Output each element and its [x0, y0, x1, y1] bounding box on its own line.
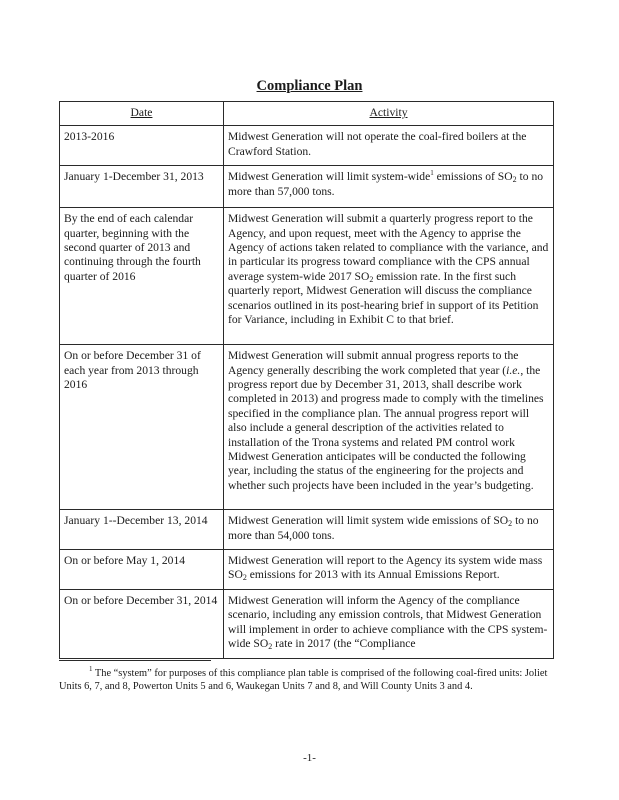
activity-text: emissions for 2013 with its Annual Emissions Report.: [246, 568, 500, 582]
activity-cell: [224, 590, 554, 659]
subscript: 2: [268, 642, 273, 652]
table-row: [60, 345, 554, 510]
activity-text: Midwest Generation will report to the Agency its system wide mass SO: [228, 554, 543, 582]
date-cell: On or before December 31, 2014: [60, 590, 224, 659]
table-row: [60, 126, 554, 166]
activity-cell: [224, 345, 554, 510]
date-cell: On or before May 1, 2014: [60, 550, 224, 590]
activity-text: Midwest Generation will inform the Agency of the compliance scenario, including any emission controls, that Midwest Generation will implement in order to achieve compliance with the CPS system-wide SO: [228, 594, 548, 651]
footnote: [59, 665, 553, 693]
footnote-separator: [59, 660, 211, 661]
activity-text: to no more than 57,000 tons.: [228, 170, 544, 198]
activity-italic: i.e.: [506, 363, 521, 377]
subscript: 2: [242, 573, 247, 583]
date-cell: January 1--December 13, 2014: [60, 510, 224, 550]
activity-text: Midwest Generation will limit system-wide: [228, 170, 431, 184]
table-row: [60, 166, 554, 208]
table-row: [60, 590, 554, 659]
activity-column-header: Activity: [224, 102, 554, 126]
date-cell: January 1-December 31, 2013: [60, 166, 224, 208]
activity-text: rate in 2017 (the “Compliance: [272, 637, 416, 651]
compliance-plan-table: [59, 101, 554, 659]
table-row: [60, 550, 554, 590]
table-row: [60, 208, 554, 345]
activity-text: Midwest Generation will submit a quarterly progress report to the Agency, and upon request, meet with the Agency to apprise the Agency of actions taken related to compliance with the variance, and in particular its progress toward compliance with the CPS annual average system-wide 2017 SO: [228, 212, 549, 283]
table-row: [60, 510, 554, 550]
activity-cell: [224, 510, 554, 550]
activity-text: Midwest Generation will limit system wide emissions of SO: [228, 514, 509, 528]
activity-text: , the progress report due by December 31, 2013, shall describe work completed in 2013) and progress made to comply with the timelines specified in the compliance plan. The annual progress report will also include a general description of the activities related to installation of the Trona systems and related PM control work Midwest Generation anticipates will be conducted the following year, including the status of the engineering for the projects and whether such projects have been included in the year’s budgeting.: [228, 363, 544, 492]
footnote-text: The “system” for purposes of this compliance plan table is comprised of the following coal-fired units: Joliet Units 6, 7, and 8, Powerton Units 5 and 6, Waukegan Units 7 and 8, and Will County Units 3 and 4.: [59, 668, 548, 692]
activity-text: emissions of SO: [433, 170, 513, 184]
activity-cell: [224, 550, 554, 590]
page-title: Compliance Plan: [256, 78, 363, 94]
subscript: 2: [369, 274, 374, 284]
table-header-row: [60, 102, 554, 126]
footnote-mark: 1: [89, 665, 93, 673]
subscript: 2: [512, 175, 517, 185]
date-cell: On or before December 31 of each year from 2013 through 2016: [60, 345, 224, 510]
page-number: -1-: [303, 752, 316, 764]
activity-cell: Midwest Generation will not operate the coal-fired boilers at the Crawford Station.: [224, 126, 554, 166]
date-cell: 2013-2016: [60, 126, 224, 166]
activity-cell: [224, 208, 554, 345]
activity-text: emission rate. In the first such quarterly report, Midwest Generation will discuss the compliance scenarios outlined in its post-hearing brief in support of its Petition for Variance, including in Exhibit C to that brief.: [228, 269, 539, 327]
activity-text: Midwest Generation will submit annual progress reports to the Agency generally describing the work completed that year (: [228, 349, 519, 377]
date-cell: By the end of each calendar quarter, beginning with the second quarter of 2013 and continuing through the fourth quarter of 2016: [60, 208, 224, 345]
subscript: 2: [508, 519, 513, 529]
activity-text: to no more than 54,000 tons.: [228, 514, 539, 542]
activity-cell: [224, 166, 554, 208]
footnote-ref: 1: [430, 169, 434, 178]
date-column-header: Date: [60, 102, 224, 126]
